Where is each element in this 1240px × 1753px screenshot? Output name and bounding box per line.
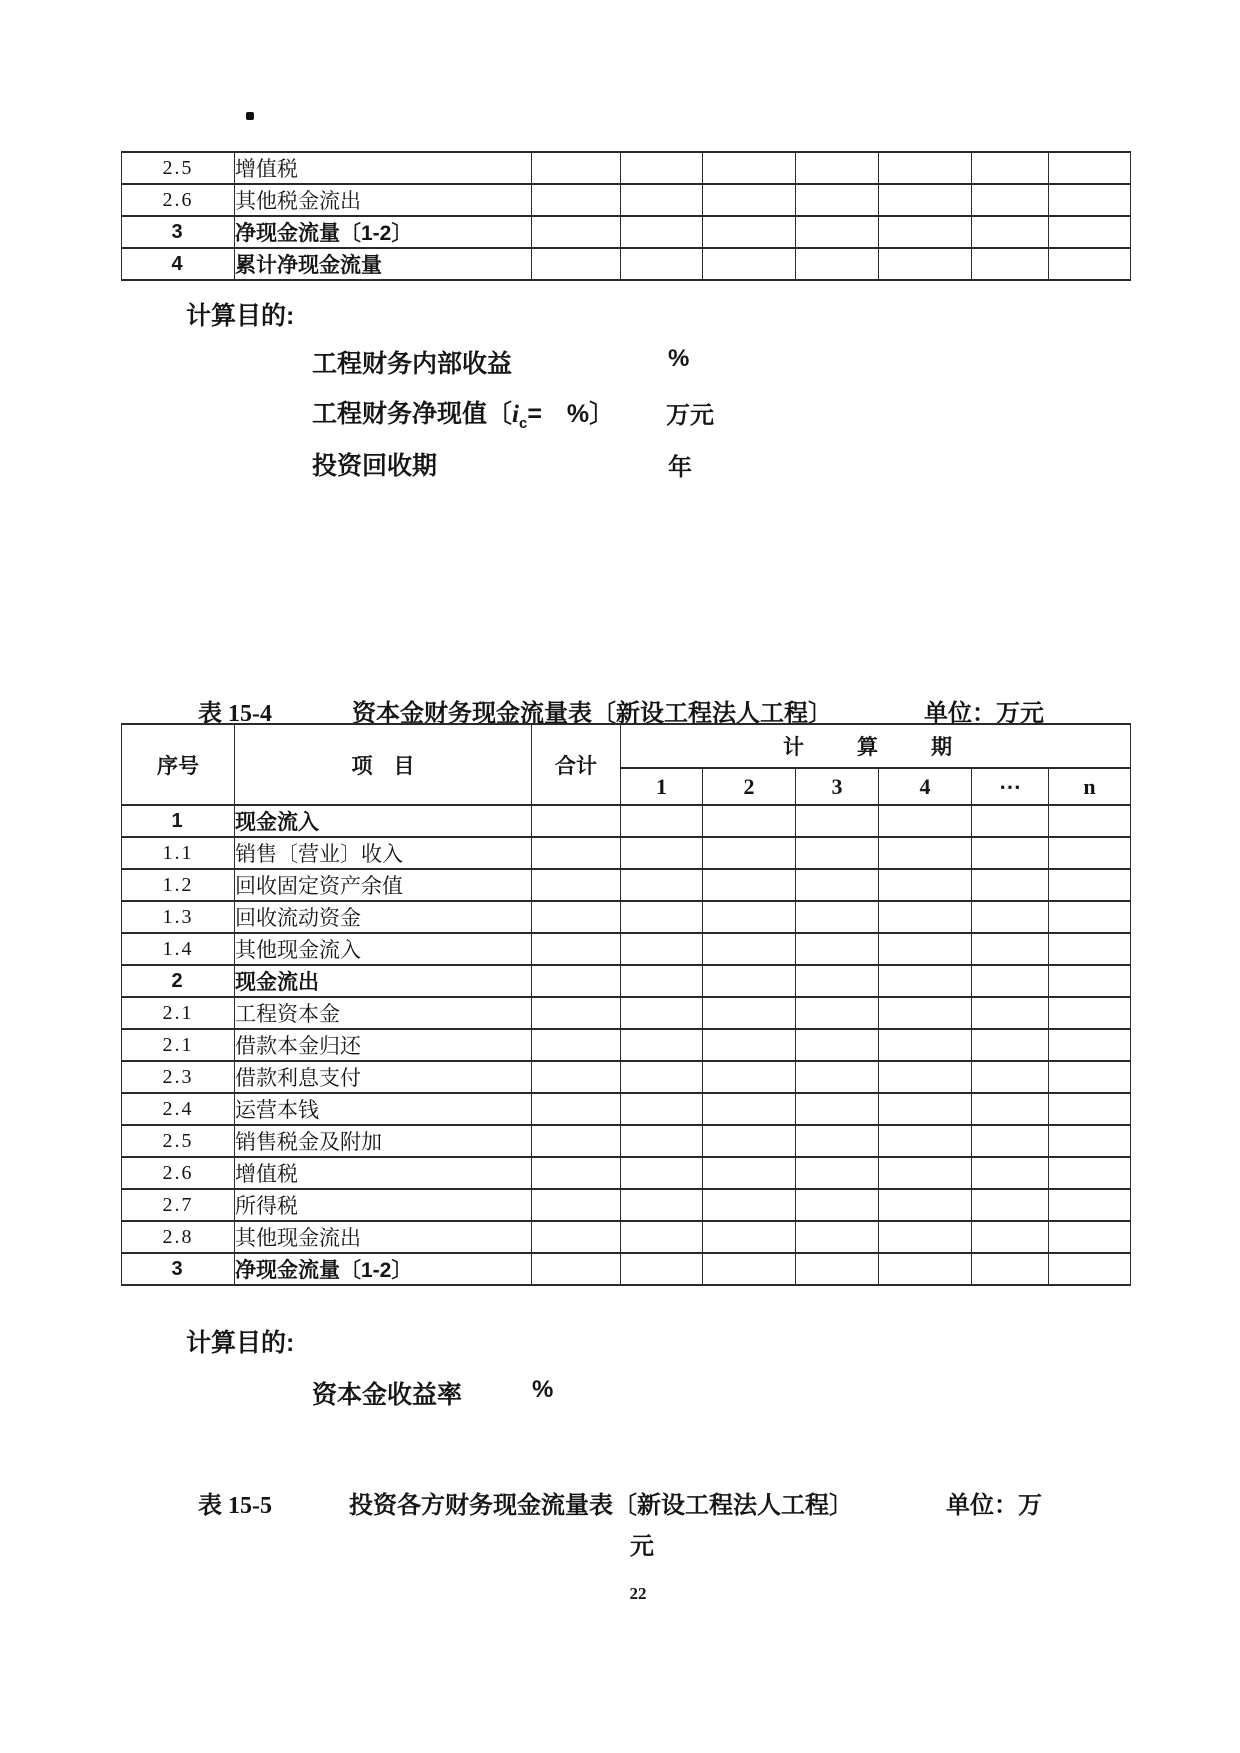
row-item: 其他现金流入 — [235, 933, 532, 965]
empty-cell — [796, 1157, 879, 1189]
table-15-5-number: 表 15-5 — [198, 1493, 272, 1519]
header-period-3: 3 — [796, 768, 879, 805]
table-row — [122, 933, 1131, 965]
empty-cell — [1049, 152, 1131, 184]
irr-label: 工程财务内部收益 — [312, 350, 513, 378]
header-row — [122, 724, 1131, 768]
empty-cell — [621, 997, 703, 1029]
row-item: 所得税 — [235, 1189, 532, 1221]
empty-cell — [796, 1029, 879, 1061]
empty-cell — [532, 152, 621, 184]
row-item: 回收固定资产余值 — [235, 869, 532, 901]
row-no: 2.4 — [122, 1093, 235, 1125]
header-period: 计 算 期 — [621, 724, 1131, 768]
empty-cell — [972, 933, 1049, 965]
empty-cell — [532, 805, 621, 837]
row-no: 3 — [122, 1253, 235, 1285]
empty-cell — [972, 184, 1049, 216]
empty-cell — [972, 869, 1049, 901]
empty-cell — [879, 933, 972, 965]
empty-cell — [879, 1093, 972, 1125]
empty-cell — [621, 1221, 703, 1253]
row-no: 2.7 — [122, 1189, 235, 1221]
row-item: 借款本金归还 — [235, 1029, 532, 1061]
empty-cell — [879, 1061, 972, 1093]
empty-cell — [1049, 837, 1131, 869]
row-item: 净现金流量〔1-2〕 — [235, 216, 532, 248]
empty-cell — [532, 933, 621, 965]
empty-cell — [972, 152, 1049, 184]
empty-cell — [879, 965, 972, 997]
empty-cell — [879, 1029, 972, 1061]
table-15-5-unit-line1: 单位：万 — [946, 1492, 1042, 1519]
empty-cell — [972, 1253, 1049, 1285]
calc-purpose-label: 计算目的: — [186, 302, 295, 330]
empty-cell — [879, 1125, 972, 1157]
row-item: 现金流出 — [235, 965, 532, 997]
empty-cell — [796, 965, 879, 997]
table-row — [122, 184, 1131, 216]
table-row — [122, 1221, 1131, 1253]
header-period-4: 4 — [879, 768, 972, 805]
empty-cell — [796, 1093, 879, 1125]
empty-cell — [621, 933, 703, 965]
empty-cell — [532, 1093, 621, 1125]
header-period-2: 2 — [703, 768, 796, 805]
empty-cell — [621, 1061, 703, 1093]
table-row — [122, 1189, 1131, 1221]
row-no: 2.1 — [122, 997, 235, 1029]
empty-cell — [796, 933, 879, 965]
empty-cell — [796, 837, 879, 869]
empty-cell — [621, 1189, 703, 1221]
npv-prefix: 工程财务净现值〔 — [312, 400, 513, 428]
empty-cell — [972, 1061, 1049, 1093]
empty-cell — [621, 1157, 703, 1189]
empty-cell — [879, 248, 972, 280]
row-item: 累计净现金流量 — [235, 248, 532, 280]
empty-cell — [796, 1253, 879, 1285]
empty-cell — [703, 1125, 796, 1157]
empty-cell — [1049, 1253, 1131, 1285]
empty-cell — [703, 248, 796, 280]
table-row — [122, 1029, 1131, 1061]
row-item: 现金流入 — [235, 805, 532, 837]
row-no: 2.1 — [122, 1029, 235, 1061]
row-item: 借款利息支付 — [235, 1061, 532, 1093]
empty-cell — [532, 1125, 621, 1157]
empty-cell — [532, 1189, 621, 1221]
empty-cell — [879, 837, 972, 869]
table-15-4-title: 资本金财务现金流量表〔新设工程法人工程〕 — [352, 700, 832, 727]
empty-cell — [532, 1157, 621, 1189]
empty-cell — [972, 1221, 1049, 1253]
row-no: 1.1 — [122, 837, 235, 869]
empty-cell — [879, 1157, 972, 1189]
empty-cell — [621, 1029, 703, 1061]
table-row — [122, 216, 1131, 248]
empty-cell — [703, 1189, 796, 1221]
empty-cell — [621, 837, 703, 869]
empty-cell — [703, 152, 796, 184]
table-row — [122, 901, 1131, 933]
row-item: 运营本钱 — [235, 1093, 532, 1125]
empty-cell — [621, 1093, 703, 1125]
empty-cell — [1049, 248, 1131, 280]
empty-cell — [972, 965, 1049, 997]
empty-cell — [1049, 997, 1131, 1029]
empty-cell — [621, 216, 703, 248]
table-row — [122, 1125, 1131, 1157]
empty-cell — [703, 1029, 796, 1061]
table-row — [122, 997, 1131, 1029]
empty-cell — [796, 1189, 879, 1221]
row-no: 2.8 — [122, 1221, 235, 1253]
empty-cell — [1049, 965, 1131, 997]
empty-cell — [1049, 1189, 1131, 1221]
empty-cell — [796, 216, 879, 248]
payback-label: 投资回收期 — [312, 452, 438, 480]
empty-cell — [703, 1061, 796, 1093]
capital-cashflow-table — [121, 723, 1131, 1286]
row-item: 增值税 — [235, 152, 532, 184]
row-item: 增值税 — [235, 1157, 532, 1189]
table-row — [122, 1093, 1131, 1125]
empty-cell — [972, 1093, 1049, 1125]
row-item: 其他现金流出 — [235, 1221, 532, 1253]
empty-cell — [621, 248, 703, 280]
empty-cell — [703, 965, 796, 997]
empty-cell — [879, 997, 972, 1029]
table-row — [122, 248, 1131, 280]
empty-cell — [1049, 869, 1131, 901]
empty-cell — [879, 1221, 972, 1253]
row-no: 2.3 — [122, 1061, 235, 1093]
empty-cell — [972, 216, 1049, 248]
empty-cell — [532, 869, 621, 901]
empty-cell — [972, 837, 1049, 869]
empty-cell — [796, 152, 879, 184]
empty-cell — [532, 901, 621, 933]
payback-unit: 年 — [668, 454, 692, 481]
header-item: 项 目 — [235, 724, 532, 805]
empty-cell — [796, 805, 879, 837]
row-no: 1 — [122, 805, 235, 837]
empty-cell — [972, 1157, 1049, 1189]
empty-cell — [621, 1125, 703, 1157]
table-row — [122, 1157, 1131, 1189]
empty-cell — [1049, 1221, 1131, 1253]
empty-cell — [1049, 184, 1131, 216]
empty-cell — [703, 901, 796, 933]
empty-cell — [1049, 933, 1131, 965]
empty-cell — [621, 965, 703, 997]
row-item: 其他税金流出 — [235, 184, 532, 216]
table-row — [122, 965, 1131, 997]
roe-label: 资本金收益率 — [312, 1381, 463, 1409]
table-15-4-unit: 单位：万元 — [924, 700, 1044, 727]
row-item: 销售税金及附加 — [235, 1125, 532, 1157]
empty-cell — [1049, 1125, 1131, 1157]
row-no: 2.5 — [122, 152, 235, 184]
npv-suffix: = %〕 — [527, 400, 615, 428]
stray-scan-dot — [246, 112, 254, 120]
row-item: 销售〔营业〕收入 — [235, 837, 532, 869]
empty-cell — [796, 869, 879, 901]
empty-cell — [703, 1253, 796, 1285]
empty-cell — [1049, 1157, 1131, 1189]
empty-cell — [879, 216, 972, 248]
empty-cell — [972, 1029, 1049, 1061]
empty-cell — [621, 869, 703, 901]
empty-cell — [621, 152, 703, 184]
npv-label — [312, 394, 614, 432]
empty-cell — [796, 1125, 879, 1157]
empty-cell — [1049, 1029, 1131, 1061]
empty-cell — [621, 901, 703, 933]
empty-cell — [703, 933, 796, 965]
table-15-5-title: 投资各方财务现金流量表〔新设工程法人工程〕 — [349, 1492, 853, 1519]
empty-cell — [532, 1061, 621, 1093]
header-no: 序号 — [122, 724, 235, 805]
empty-cell — [703, 997, 796, 1029]
header-total: 合计 — [532, 724, 621, 805]
empty-cell — [532, 184, 621, 216]
empty-cell — [796, 248, 879, 280]
empty-cell — [796, 1221, 879, 1253]
empty-cell — [879, 869, 972, 901]
empty-cell — [972, 901, 1049, 933]
empty-cell — [796, 184, 879, 216]
empty-cell — [972, 997, 1049, 1029]
empty-cell — [703, 837, 796, 869]
empty-cell — [879, 901, 972, 933]
irr-unit: % — [668, 345, 690, 372]
empty-cell — [972, 1189, 1049, 1221]
row-item: 回收流动资金 — [235, 901, 532, 933]
empty-cell — [1049, 216, 1131, 248]
row-no: 2 — [122, 965, 235, 997]
empty-cell — [532, 1029, 621, 1061]
empty-cell — [879, 1189, 972, 1221]
row-no: 1.2 — [122, 869, 235, 901]
empty-cell — [532, 997, 621, 1029]
table-15-5-unit-line2: 元 — [630, 1533, 654, 1560]
empty-cell — [879, 1253, 972, 1285]
empty-cell — [1049, 1093, 1131, 1125]
table-row — [122, 1061, 1131, 1093]
header-period-n: n — [1049, 768, 1131, 805]
row-no: 1.3 — [122, 901, 235, 933]
header-period-ellipsis: ⋯ — [972, 768, 1049, 805]
empty-cell — [532, 837, 621, 869]
empty-cell — [703, 1221, 796, 1253]
empty-cell — [972, 805, 1049, 837]
empty-cell — [703, 1157, 796, 1189]
empty-cell — [972, 248, 1049, 280]
row-no: 4 — [122, 248, 235, 280]
empty-cell — [621, 184, 703, 216]
row-no: 2.6 — [122, 1157, 235, 1189]
header-period-1: 1 — [621, 768, 703, 805]
empty-cell — [621, 805, 703, 837]
empty-cell — [703, 1093, 796, 1125]
continued-cashflow-table — [121, 151, 1131, 281]
row-no: 2.6 — [122, 184, 235, 216]
empty-cell — [532, 216, 621, 248]
table-row — [122, 805, 1131, 837]
empty-cell — [879, 184, 972, 216]
empty-cell — [621, 1253, 703, 1285]
empty-cell — [796, 1061, 879, 1093]
empty-cell — [796, 901, 879, 933]
empty-cell — [1049, 1061, 1131, 1093]
empty-cell — [703, 216, 796, 248]
empty-cell — [703, 805, 796, 837]
empty-cell — [532, 1253, 621, 1285]
empty-cell — [879, 152, 972, 184]
empty-cell — [879, 805, 972, 837]
empty-cell — [796, 997, 879, 1029]
empty-cell — [532, 248, 621, 280]
row-item: 工程资本金 — [235, 997, 532, 1029]
empty-cell — [1049, 901, 1131, 933]
table-row — [122, 1253, 1131, 1285]
empty-cell — [703, 184, 796, 216]
npv-var: i — [512, 401, 519, 428]
row-no: 2.5 — [122, 1125, 235, 1157]
npv-unit: 万元 — [666, 402, 714, 429]
calc-purpose-label-2: 计算目的: — [186, 1329, 295, 1357]
empty-cell — [532, 965, 621, 997]
row-item: 净现金流量〔1-2〕 — [235, 1253, 532, 1285]
table-row — [122, 869, 1131, 901]
empty-cell — [1049, 805, 1131, 837]
table-row — [122, 837, 1131, 869]
npv-var-sub: c — [518, 415, 528, 432]
table-15-4-number: 表 15-4 — [198, 701, 272, 727]
row-no: 3 — [122, 216, 235, 248]
roe-unit: % — [532, 1376, 554, 1403]
page-number: 22 — [629, 1584, 647, 1603]
empty-cell — [972, 1125, 1049, 1157]
empty-cell — [532, 1221, 621, 1253]
row-no: 1.4 — [122, 933, 235, 965]
table-row — [122, 152, 1131, 184]
empty-cell — [703, 869, 796, 901]
